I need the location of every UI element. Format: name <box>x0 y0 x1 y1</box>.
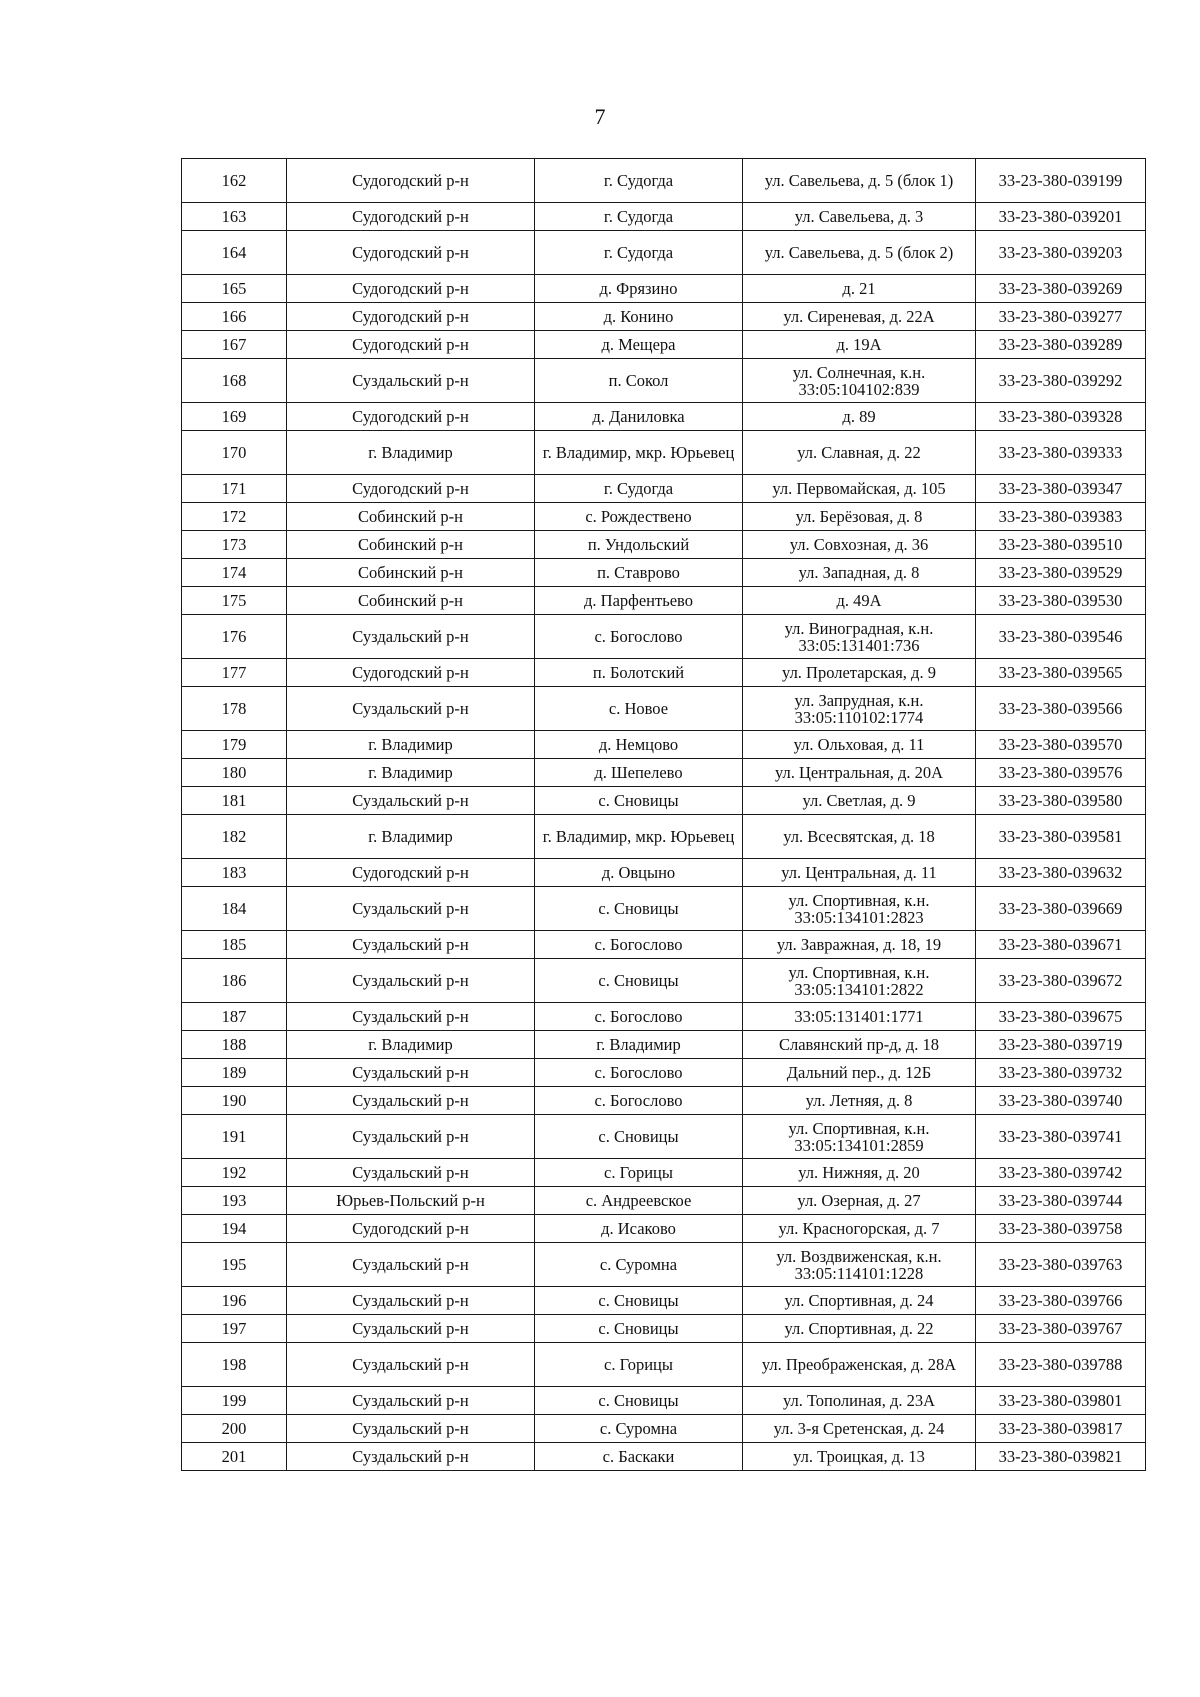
address-cell: ул. Западная, д. 8 <box>743 559 976 587</box>
address-cell: ул. Троицкая, д. 13 <box>743 1443 976 1471</box>
district-cell: Суздальский р-н <box>287 1243 535 1287</box>
registry-code-cell: 33-23-380-039763 <box>976 1243 1146 1287</box>
table-row <box>182 931 1146 959</box>
address-cell: д. 21 <box>743 275 976 303</box>
row-number-cell: 183 <box>182 859 287 887</box>
district-cell: Суздальский р-н <box>287 1387 535 1415</box>
locality-cell: д. Немцово <box>535 731 743 759</box>
address-cell: ул. Запрудная, к.н. 33:05:110102:1774 <box>743 687 976 731</box>
row-number-cell: 197 <box>182 1315 287 1343</box>
table-row <box>182 359 1146 403</box>
locality-cell: с. Горицы <box>535 1343 743 1387</box>
district-cell: Суздальский р-н <box>287 959 535 1003</box>
district-cell: Суздальский р-н <box>287 1115 535 1159</box>
address-cell: ул. Виноградная, к.н. 33:05:131401:736 <box>743 615 976 659</box>
table-row <box>182 1387 1146 1415</box>
table-row <box>182 1243 1146 1287</box>
row-number-cell: 172 <box>182 503 287 531</box>
row-number-cell: 190 <box>182 1087 287 1115</box>
registry-code-cell: 33-23-380-039767 <box>976 1315 1146 1343</box>
row-number-cell: 173 <box>182 531 287 559</box>
district-cell: Суздальский р-н <box>287 1159 535 1187</box>
locality-cell: г. Судогда <box>535 159 743 203</box>
address-cell: ул. Савельева, д. 5 (блок 1) <box>743 159 976 203</box>
row-number-cell: 189 <box>182 1059 287 1087</box>
district-cell: Собинский р-н <box>287 559 535 587</box>
table-row <box>182 887 1146 931</box>
district-cell: Судогодский р-н <box>287 475 535 503</box>
table-row <box>182 531 1146 559</box>
locality-cell: д. Фрязино <box>535 275 743 303</box>
table-row <box>182 1315 1146 1343</box>
address-cell: ул. Спортивная, д. 22 <box>743 1315 976 1343</box>
row-number-cell: 193 <box>182 1187 287 1215</box>
row-number-cell: 194 <box>182 1215 287 1243</box>
row-number-cell: 174 <box>182 559 287 587</box>
registry-code-cell: 33-23-380-039328 <box>976 403 1146 431</box>
table-row <box>182 559 1146 587</box>
row-number-cell: 175 <box>182 587 287 615</box>
row-number-cell: 168 <box>182 359 287 403</box>
registry-code-cell: 33-23-380-039530 <box>976 587 1146 615</box>
registry-code-cell: 33-23-380-039788 <box>976 1343 1146 1387</box>
address-cell: ул. Совхозная, д. 36 <box>743 531 976 559</box>
district-cell: Судогодский р-н <box>287 203 535 231</box>
district-cell: Судогодский р-н <box>287 303 535 331</box>
district-cell: Судогодский р-н <box>287 403 535 431</box>
locality-cell: п. Ставрово <box>535 559 743 587</box>
row-number-cell: 187 <box>182 1003 287 1031</box>
locality-cell: г. Владимир, мкр. Юрьевец <box>535 815 743 859</box>
district-cell: Суздальский р-н <box>287 787 535 815</box>
locality-cell: с. Андреевское <box>535 1187 743 1215</box>
address-cell: ул. Савельева, д. 5 (блок 2) <box>743 231 976 275</box>
registry-code-cell: 33-23-380-039565 <box>976 659 1146 687</box>
table-row <box>182 959 1146 1003</box>
locality-cell: д. Исаково <box>535 1215 743 1243</box>
locality-cell: п. Сокол <box>535 359 743 403</box>
row-number-cell: 195 <box>182 1243 287 1287</box>
locality-cell: с. Суромна <box>535 1415 743 1443</box>
address-cell: ул. Тополиная, д. 23А <box>743 1387 976 1415</box>
locality-cell: с. Рождествено <box>535 503 743 531</box>
registry-code-cell: 33-23-380-039758 <box>976 1215 1146 1243</box>
row-number-cell: 185 <box>182 931 287 959</box>
registry-code-cell: 33-23-380-039289 <box>976 331 1146 359</box>
row-number-cell: 163 <box>182 203 287 231</box>
registry-code-cell: 33-23-380-039576 <box>976 759 1146 787</box>
row-number-cell: 170 <box>182 431 287 475</box>
registry-code-cell: 33-23-380-039199 <box>976 159 1146 203</box>
row-number-cell: 162 <box>182 159 287 203</box>
table-row <box>182 1159 1146 1187</box>
address-cell: ул. Воздвиженская, к.н. 33:05:114101:1228 <box>743 1243 976 1287</box>
locality-cell: с. Сновицы <box>535 1315 743 1343</box>
page-number: 7 <box>594 104 606 129</box>
table-row <box>182 431 1146 475</box>
district-cell: Судогодский р-н <box>287 159 535 203</box>
table-row <box>182 203 1146 231</box>
district-cell: Суздальский р-н <box>287 359 535 403</box>
row-number-cell: 169 <box>182 403 287 431</box>
locality-cell: с. Сновицы <box>535 1387 743 1415</box>
row-number-cell: 165 <box>182 275 287 303</box>
table-row <box>182 759 1146 787</box>
locality-cell: с. Богослово <box>535 615 743 659</box>
locality-cell: г. Владимир, мкр. Юрьевец <box>535 431 743 475</box>
locality-cell: д. Конино <box>535 303 743 331</box>
registry-code-cell: 33-23-380-039383 <box>976 503 1146 531</box>
registry-code-cell: 33-23-380-039581 <box>976 815 1146 859</box>
address-cell: ул. Спортивная, к.н. 33:05:134101:2859 <box>743 1115 976 1159</box>
registry-code-cell: 33-23-380-039675 <box>976 1003 1146 1031</box>
address-cell: ул. Солнечная, к.н. 33:05:104102:839 <box>743 359 976 403</box>
address-cell: ул. Первомайская, д. 105 <box>743 475 976 503</box>
registry-code-cell: 33-23-380-039277 <box>976 303 1146 331</box>
locality-cell: с. Горицы <box>535 1159 743 1187</box>
locality-cell: с. Богослово <box>535 1059 743 1087</box>
locality-cell: г. Судогда <box>535 203 743 231</box>
registry-code-cell: 33-23-380-039741 <box>976 1115 1146 1159</box>
address-cell: ул. Завражная, д. 18, 19 <box>743 931 976 959</box>
address-cell: ул. Спортивная, к.н. 33:05:134101:2822 <box>743 959 976 1003</box>
table-row <box>182 403 1146 431</box>
registry-code-cell: 33-23-380-039632 <box>976 859 1146 887</box>
district-cell: Собинский р-н <box>287 587 535 615</box>
registry-code-cell: 33-23-380-039269 <box>976 275 1146 303</box>
address-cell: ул. Пролетарская, д. 9 <box>743 659 976 687</box>
locality-cell: г. Судогда <box>535 475 743 503</box>
locality-cell: г. Владимир <box>535 1031 743 1059</box>
district-cell: Суздальский р-н <box>287 1003 535 1031</box>
row-number-cell: 192 <box>182 1159 287 1187</box>
registry-code-cell: 33-23-380-039740 <box>976 1087 1146 1115</box>
registry-code-cell: 33-23-380-039801 <box>976 1387 1146 1415</box>
locality-cell: с. Сновицы <box>535 887 743 931</box>
registry-code-cell: 33-23-380-039766 <box>976 1287 1146 1315</box>
locality-cell: с. Богослово <box>535 931 743 959</box>
locality-cell: д. Овцыно <box>535 859 743 887</box>
table-row <box>182 859 1146 887</box>
row-number-cell: 188 <box>182 1031 287 1059</box>
district-cell: Суздальский р-н <box>287 931 535 959</box>
address-cell: ул. Летняя, д. 8 <box>743 1087 976 1115</box>
row-number-cell: 184 <box>182 887 287 931</box>
locality-cell: с. Сновицы <box>535 959 743 1003</box>
row-number-cell: 201 <box>182 1443 287 1471</box>
locality-cell: с. Суромна <box>535 1243 743 1287</box>
address-cell: ул. Сиреневая, д. 22А <box>743 303 976 331</box>
registry-table <box>181 158 1146 1471</box>
table-row <box>182 503 1146 531</box>
table-row <box>182 159 1146 203</box>
table-row <box>182 731 1146 759</box>
address-cell: Дальний пер., д. 12Б <box>743 1059 976 1087</box>
locality-cell: с. Богослово <box>535 1003 743 1031</box>
registry-code-cell: 33-23-380-039529 <box>976 559 1146 587</box>
district-cell: Судогодский р-н <box>287 231 535 275</box>
locality-cell: д. Мещера <box>535 331 743 359</box>
district-cell: Судогодский р-н <box>287 659 535 687</box>
district-cell: Суздальский р-н <box>287 1415 535 1443</box>
registry-table-body <box>182 159 1146 1471</box>
registry-code-cell: 33-23-380-039292 <box>976 359 1146 403</box>
row-number-cell: 191 <box>182 1115 287 1159</box>
district-cell: Собинский р-н <box>287 531 535 559</box>
table-row <box>182 331 1146 359</box>
district-cell: Суздальский р-н <box>287 887 535 931</box>
row-number-cell: 164 <box>182 231 287 275</box>
address-cell: ул. Красногорская, д. 7 <box>743 1215 976 1243</box>
row-number-cell: 180 <box>182 759 287 787</box>
row-number-cell: 198 <box>182 1343 287 1387</box>
locality-cell: с. Новое <box>535 687 743 731</box>
registry-code-cell: 33-23-380-039566 <box>976 687 1146 731</box>
locality-cell: с. Сновицы <box>535 1287 743 1315</box>
address-cell: 33:05:131401:1771 <box>743 1003 976 1031</box>
locality-cell: с. Сновицы <box>535 1115 743 1159</box>
district-cell: Судогодский р-н <box>287 859 535 887</box>
table-row <box>182 1003 1146 1031</box>
table-row <box>182 659 1146 687</box>
table-row <box>182 1443 1146 1471</box>
registry-code-cell: 33-23-380-039817 <box>976 1415 1146 1443</box>
district-cell: Судогодский р-н <box>287 331 535 359</box>
row-number-cell: 167 <box>182 331 287 359</box>
table-row <box>182 1087 1146 1115</box>
registry-code-cell: 33-23-380-039672 <box>976 959 1146 1003</box>
registry-code-cell: 33-23-380-039201 <box>976 203 1146 231</box>
district-cell: г. Владимир <box>287 1031 535 1059</box>
table-row <box>182 1031 1146 1059</box>
row-number-cell: 178 <box>182 687 287 731</box>
district-cell: г. Владимир <box>287 731 535 759</box>
district-cell: Судогодский р-н <box>287 275 535 303</box>
address-cell: ул. Озерная, д. 27 <box>743 1187 976 1215</box>
row-number-cell: 181 <box>182 787 287 815</box>
address-cell: ул. Спортивная, д. 24 <box>743 1287 976 1315</box>
locality-cell: с. Богослово <box>535 1087 743 1115</box>
district-cell: г. Владимир <box>287 759 535 787</box>
address-cell: ул. Светлая, д. 9 <box>743 787 976 815</box>
registry-code-cell: 33-23-380-039203 <box>976 231 1146 275</box>
table-row <box>182 1059 1146 1087</box>
locality-cell: д. Парфентьево <box>535 587 743 615</box>
address-cell: ул. Всесвятская, д. 18 <box>743 815 976 859</box>
row-number-cell: 166 <box>182 303 287 331</box>
district-cell: г. Владимир <box>287 815 535 859</box>
registry-code-cell: 33-23-380-039732 <box>976 1059 1146 1087</box>
row-number-cell: 177 <box>182 659 287 687</box>
locality-cell: д. Даниловка <box>535 403 743 431</box>
table-row <box>182 615 1146 659</box>
registry-code-cell: 33-23-380-039580 <box>976 787 1146 815</box>
district-cell: Судогодский р-н <box>287 1215 535 1243</box>
address-cell: ул. Нижняя, д. 20 <box>743 1159 976 1187</box>
locality-cell: с. Сновицы <box>535 787 743 815</box>
district-cell: Суздальский р-н <box>287 1287 535 1315</box>
address-cell: ул. Ольховая, д. 11 <box>743 731 976 759</box>
address-cell: Славянский пр-д, д. 18 <box>743 1031 976 1059</box>
registry-code-cell: 33-23-380-039821 <box>976 1443 1146 1471</box>
row-number-cell: 171 <box>182 475 287 503</box>
address-cell: ул. Берёзовая, д. 8 <box>743 503 976 531</box>
district-cell: Суздальский р-н <box>287 615 535 659</box>
table-row <box>182 1343 1146 1387</box>
district-cell: Суздальский р-н <box>287 687 535 731</box>
district-cell: Суздальский р-н <box>287 1087 535 1115</box>
table-row <box>182 587 1146 615</box>
row-number-cell: 176 <box>182 615 287 659</box>
address-cell: ул. 3-я Сретенская, д. 24 <box>743 1415 976 1443</box>
locality-cell: д. Шепелево <box>535 759 743 787</box>
district-cell: Суздальский р-н <box>287 1059 535 1087</box>
row-number-cell: 186 <box>182 959 287 1003</box>
district-cell: Юрьев-Польский р-н <box>287 1187 535 1215</box>
table-row <box>182 1287 1146 1315</box>
registry-code-cell: 33-23-380-039669 <box>976 887 1146 931</box>
address-cell: ул. Спортивная, к.н. 33:05:134101:2823 <box>743 887 976 931</box>
registry-code-cell: 33-23-380-039510 <box>976 531 1146 559</box>
district-cell: Суздальский р-н <box>287 1443 535 1471</box>
row-number-cell: 179 <box>182 731 287 759</box>
table-row <box>182 303 1146 331</box>
district-cell: г. Владимир <box>287 431 535 475</box>
table-row <box>182 275 1146 303</box>
registry-code-cell: 33-23-380-039719 <box>976 1031 1146 1059</box>
table-row <box>182 231 1146 275</box>
registry-code-cell: 33-23-380-039671 <box>976 931 1146 959</box>
district-cell: Собинский р-н <box>287 503 535 531</box>
registry-code-cell: 33-23-380-039347 <box>976 475 1146 503</box>
table-row <box>182 475 1146 503</box>
address-cell: ул. Савельева, д. 3 <box>743 203 976 231</box>
address-cell: ул. Центральная, д. 11 <box>743 859 976 887</box>
table-row <box>182 1215 1146 1243</box>
registry-code-cell: 33-23-380-039570 <box>976 731 1146 759</box>
table-row <box>182 815 1146 859</box>
table-row <box>182 787 1146 815</box>
row-number-cell: 199 <box>182 1387 287 1415</box>
row-number-cell: 182 <box>182 815 287 859</box>
table-row <box>182 1415 1146 1443</box>
registry-code-cell: 33-23-380-039546 <box>976 615 1146 659</box>
address-cell: д. 89 <box>743 403 976 431</box>
locality-cell: п. Болотский <box>535 659 743 687</box>
address-cell: д. 19А <box>743 331 976 359</box>
address-cell: ул. Центральная, д. 20А <box>743 759 976 787</box>
locality-cell: г. Судогда <box>535 231 743 275</box>
registry-code-cell: 33-23-380-039744 <box>976 1187 1146 1215</box>
row-number-cell: 196 <box>182 1287 287 1315</box>
row-number-cell: 200 <box>182 1415 287 1443</box>
address-cell: д. 49А <box>743 587 976 615</box>
locality-cell: с. Баскаки <box>535 1443 743 1471</box>
registry-code-cell: 33-23-380-039742 <box>976 1159 1146 1187</box>
district-cell: Суздальский р-н <box>287 1315 535 1343</box>
table-row <box>182 687 1146 731</box>
address-cell: ул. Славная, д. 22 <box>743 431 976 475</box>
registry-code-cell: 33-23-380-039333 <box>976 431 1146 475</box>
district-cell: Суздальский р-н <box>287 1343 535 1387</box>
table-row <box>182 1115 1146 1159</box>
locality-cell: п. Ундольский <box>535 531 743 559</box>
table-row <box>182 1187 1146 1215</box>
address-cell: ул. Преображенская, д. 28А <box>743 1343 976 1387</box>
